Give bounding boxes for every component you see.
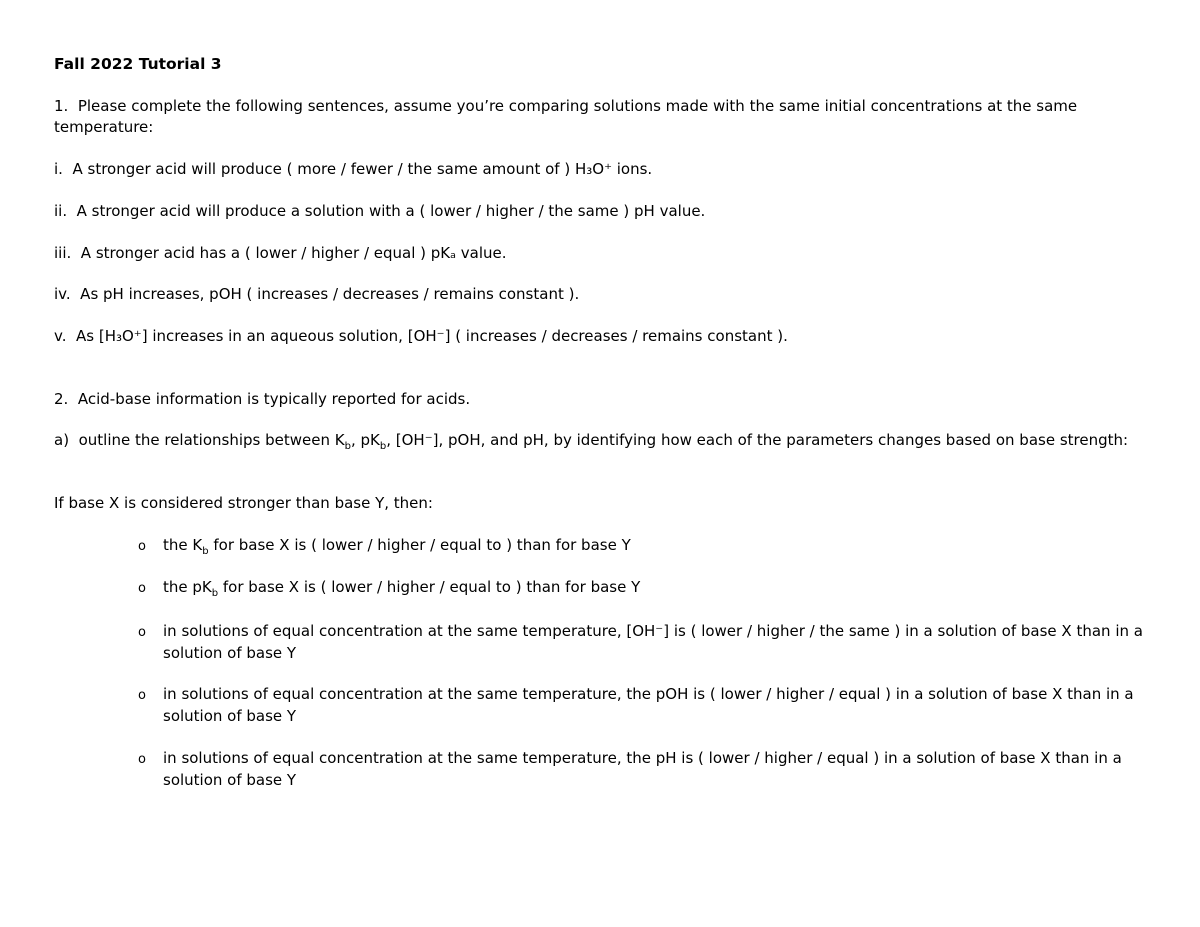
question-1-item-ii: ii. A stronger acid will produce a solution with a ( lower / higher / the same ) pH value. <box>54 202 706 220</box>
question-1-item-v: v. As [H₃O⁺] increases in an aqueous solution, [OH⁻] ( increases / decreases / remains constant ). <box>54 327 788 345</box>
bullet-marker: o <box>138 539 146 554</box>
question-1-item-iii: iii. A stronger acid has a ( lower / higher / equal ) pKₐ value. <box>54 244 507 262</box>
bullet-marker: o <box>138 752 146 767</box>
question-2-intro: 2. Acid-base information is typically reported for acids. <box>54 390 471 408</box>
bullet-marker: o <box>138 625 146 640</box>
bullet-marker: o <box>138 581 146 596</box>
bullet-item-kb: the $K_b$ for base X is ( lower / higher / equal to ) than for base Y <box>163 536 631 557</box>
bullet-item-ph: in solutions of equal concentration at the same temperature, the pH is ( lower / higher / equal ) in a solution of base X than in a solution of base Y <box>163 749 1122 789</box>
bullet-item-oh: in solutions of equal concentration at the same temperature, [OH⁻] is ( lower / higher / the same ) in a solution of base X than in a solution of base Y <box>163 622 1143 662</box>
question-2-part-a: a) outline the relationships between $K_b$, $pK_b$, [OH⁻], pOH, and pH, by identifying how each of the parameters changes based on base strength: <box>54 431 1129 452</box>
bullet-item-poh: in solutions of equal concentration at the same temperature, the pOH is ( lower / higher / equal ) in a solution of base X than in a solution of base Y <box>163 685 1134 725</box>
page-title: Fall 2022 Tutorial 3 <box>54 55 222 73</box>
bullet-marker: o <box>138 688 146 703</box>
bullet-item-pkb: the $pK_b$ for base X is ( lower / higher / equal to ) than for base Y <box>163 578 641 599</box>
question-2-condition: If base X is considered stronger than base Y, then: <box>54 494 433 512</box>
question-1-item-i: i. A stronger acid will produce ( more / fewer / the same amount of ) H₃O⁺ ions. <box>54 160 653 178</box>
question-1-intro: 1. Please complete the following sentences, assume you’re comparing solutions made with the same initial concentrations at the same temperature: <box>54 97 1082 136</box>
question-1-item-iv: iv. As pH increases, pOH ( increases / decreases / remains constant ). <box>54 285 580 303</box>
